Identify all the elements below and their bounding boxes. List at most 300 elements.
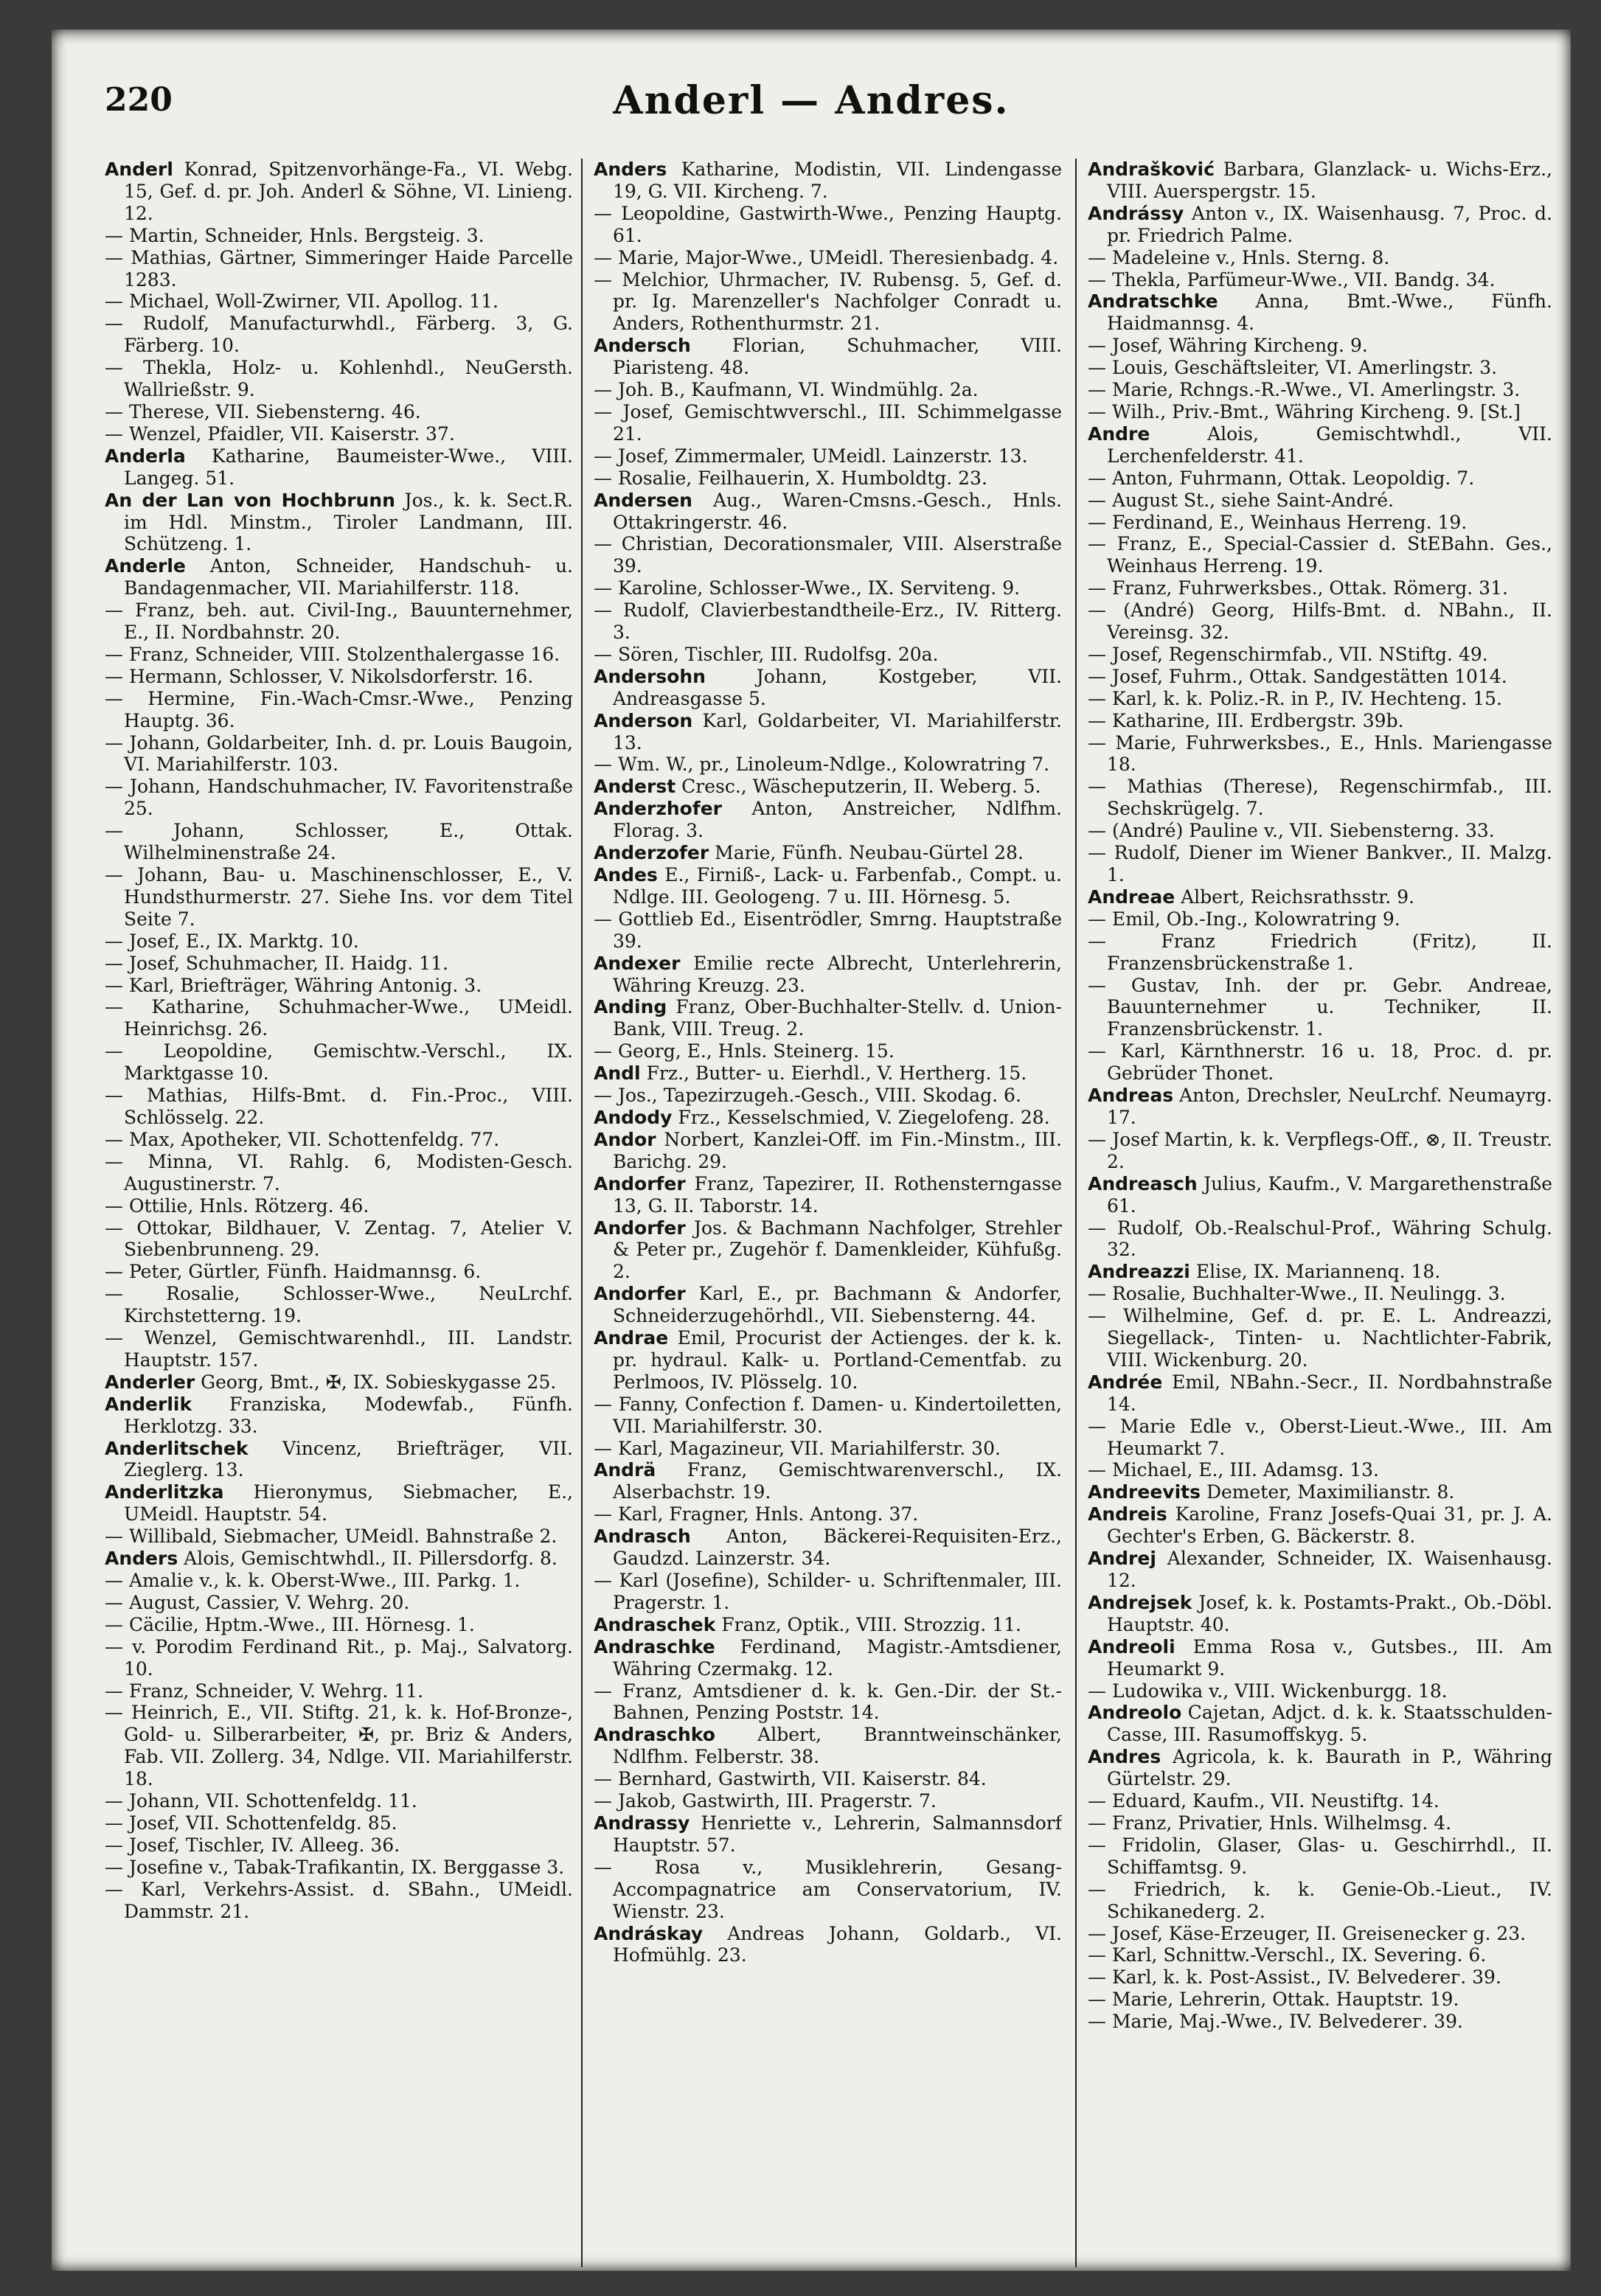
entry-text: — Joh. B., Kaufmann, VI. Windmühlg. 2a.	[594, 379, 979, 401]
directory-entry	[1088, 335, 1552, 357]
entry-text: Karl, Goldarbeiter, VI. Mariahilferstr. 13.	[613, 709, 1062, 754]
entry-text: — Karl, Kärnthnerstr. 16 u. 18, Proc. d. pr. Gebrüder Thonet.	[1088, 1040, 1552, 1085]
directory-entry	[594, 798, 1062, 842]
entry-text: — Rudolf, Ob.-Realschul-Prof., Währing Schulg. 32.	[1088, 1217, 1552, 1261]
directory-entry	[594, 1680, 1062, 1725]
directory-entry	[594, 1283, 1062, 1327]
entry-text: — Gustav, Inh. der pr. Gebr. Andreae, Bauunternehmer u. Techniker, II. Franzensbrückenstr. 1.	[1088, 974, 1552, 1040]
entry-text: — Wenzel, Pfaidler, VII. Kaiserstr. 37.	[105, 422, 455, 445]
entry-text: — August, Cassier, V. Wehrg. 20.	[105, 1591, 410, 1613]
directory-entry	[105, 1040, 573, 1085]
directory-entry	[105, 1570, 573, 1592]
directory-entry	[594, 1085, 1062, 1107]
entry-text: Emil, Procurist der Actienges. der k. k. pr. hydraul. Kalk- u. Portland-Cementfab. zu Perlmoos, IV. Plösselg. 10.	[613, 1327, 1062, 1393]
entry-text: Marie, Fünfh. Neubau-Gürtel 28.	[715, 842, 1024, 864]
entry-text: — Josef, Käse-Erzeuger, II. Greisenecker g. 23.	[1088, 1922, 1527, 1944]
directory-entry	[594, 908, 1062, 953]
page-number: 220	[105, 81, 173, 119]
entry-text: Julius, Kaufm., V. Margarethenstraße 61.	[1107, 1172, 1552, 1217]
entry-surname: Andrašković	[1088, 159, 1215, 180]
directory-entry	[105, 1151, 573, 1195]
directory-entry	[105, 1790, 573, 1812]
directory-entry	[1088, 1305, 1552, 1371]
directory-entry	[105, 864, 573, 930]
entry-text: Frz., Butter- u. Eierhdl., V. Hertherg. 15.	[646, 1062, 1027, 1085]
directory-entry	[105, 423, 573, 445]
entry-text: — Fridolin, Glaser, Glas- u. Geschirrhdl., II. Schiffamtsg. 9.	[1088, 1834, 1552, 1878]
directory-entry	[1088, 357, 1552, 379]
directory-entry	[1088, 1416, 1552, 1460]
entry-text: — Bernhard, Gastwirth, VII. Kaiserstr. 84.	[594, 1768, 987, 1790]
entry-surname: Andrej	[1088, 1548, 1156, 1570]
entry-text: — Ottokar, Bildhauer, V. Zentag. 7, Atelier V. Siebenbrunneng. 29.	[105, 1217, 573, 1261]
entry-surname: Andrée	[1088, 1371, 1163, 1393]
directory-entry	[1088, 467, 1552, 490]
entry-text: — v. Porodim Ferdinand Rit., p. Maj., Salvatorg. 10.	[105, 1635, 573, 1680]
directory-entry	[105, 1261, 573, 1283]
entry-text: — Mathias, Hilfs-Bmt. d. Fin.-Proc., VIII. Schlösselg. 22.	[105, 1085, 573, 1128]
directory-entry	[594, 1062, 1062, 1085]
directory-entry	[1088, 1702, 1552, 1746]
entry-text: — Josefine v., Tabak-Trafikantin, IX. Berggasse 3.	[105, 1856, 565, 1878]
directory-entry	[105, 1394, 573, 1438]
entry-text: Frz., Kesselschmied, V. Ziegelofeng. 28.	[678, 1106, 1050, 1128]
entry-surname: Anding	[594, 996, 667, 1018]
directory-entry	[1088, 710, 1552, 732]
directory-entry	[594, 1614, 1062, 1636]
directory-entry	[594, 1040, 1062, 1062]
directory-entry	[1088, 732, 1552, 776]
entry-text: Anton, Bäckerei-Requisiten-Erz., Gaudzd. Lainzerstr. 34.	[613, 1526, 1062, 1570]
directory-entry	[1088, 490, 1552, 512]
entry-text: — Rudolf, Diener im Wiener Bankver., II. Malzg. 1.	[1088, 842, 1552, 886]
directory-entry	[1088, 599, 1552, 644]
entry-surname: Anderzofer	[594, 842, 709, 864]
directory-entry	[1088, 1746, 1552, 1790]
directory-entry	[594, 467, 1062, 490]
directory-entry	[105, 1614, 573, 1636]
entry-text: — Mathias (Therese), Regenschirmfab., III. Sechskrügelg. 7.	[1088, 776, 1552, 820]
entry-text: — Anton, Fuhrmann, Ottak. Leopoldig. 7.	[1088, 467, 1475, 489]
entry-text: Cresc., Wäscheputzerin, II. Weberg. 5.	[681, 776, 1041, 798]
directory-entry	[594, 1790, 1062, 1812]
directory-entry	[594, 776, 1062, 798]
entry-text: Norbert, Kanzlei-Off. im Fin.-Minstm., III. Barichg. 29.	[613, 1128, 1062, 1172]
entry-surname: Andraschko	[594, 1724, 715, 1746]
directory-entry	[105, 313, 573, 357]
entry-surname: Andres	[1088, 1746, 1161, 1768]
directory-entry	[105, 445, 573, 490]
entry-text: — Emil, Ob.-Ing., Kolowratring 9.	[1088, 908, 1400, 930]
directory-entry	[1088, 1173, 1552, 1217]
directory-entry	[1088, 512, 1552, 534]
entry-text: — Josef, Währing Kircheng. 9.	[1088, 335, 1368, 357]
column-divider	[581, 159, 583, 2267]
entry-text: Henriette v., Lehrerin, Salmannsdorf Hauptstr. 57.	[613, 1812, 1062, 1856]
entry-text: — Christian, Decorationsmaler, VIII. Alserstraße 39.	[594, 533, 1062, 577]
entry-text: — Melchior, Uhrmacher, IV. Rubensg. 5, Gef. d. pr. Ig. Marenzeller's Nachfolger Conradt u. Anders, Rothenthurmstr. 21.	[594, 268, 1062, 335]
directory-entry	[594, 1526, 1062, 1570]
directory-entry	[594, 1923, 1062, 1967]
entry-text: — Josef Martin, k. k. Verpflegs-Off., ⊗, II. Treustr. 2.	[1088, 1128, 1552, 1172]
entry-text: — Willibald, Siebmacher, UMeidl. Bahnstraße 2.	[105, 1526, 558, 1548]
directory-entry	[594, 203, 1062, 247]
directory-entry	[1088, 1085, 1552, 1129]
directory-entry	[105, 291, 573, 313]
directory-entry	[594, 1173, 1062, 1217]
entry-text: — Josef, Regenschirmfab., VII. NStiftg. 49.	[1088, 643, 1488, 665]
entry-text: — Marie, Rchngs.-R.-Wwe., VI. Amerlingstr. 3.	[1088, 379, 1521, 401]
directory-entry	[105, 996, 573, 1040]
entry-text: Josef, k. k. Postamts-Prakt., Ob.-Döbl. Hauptstr. 40.	[1107, 1591, 1552, 1635]
directory-entry	[105, 1857, 573, 1879]
entry-text: — Rudolf, Clavierbestandtheile-Erz., IV. Ritterg. 3.	[594, 599, 1062, 644]
directory-entry	[1088, 1812, 1552, 1834]
entry-text: — Josef, E., IX. Marktg. 10.	[105, 930, 359, 952]
directory-entry	[594, 445, 1062, 467]
entry-text: — Karl, k. k. Post-Assist., IV. Belvederег. 39.	[1088, 1966, 1501, 1989]
directory-entry	[1088, 269, 1552, 291]
entry-text: — Franz, Amtsdiener d. k. k. Gen.-Dir. der St.-Bahnen, Penzing Poststr. 14.	[594, 1680, 1062, 1724]
entry-text: — Mathias, Gärtner, Simmeringer Haide Parcelle 1283.	[105, 246, 573, 291]
directory-entry	[105, 1129, 573, 1151]
directory-entry	[105, 776, 573, 820]
directory-entry	[1088, 1129, 1552, 1173]
entry-surname: Andraschke	[594, 1635, 715, 1657]
directory-entry	[1088, 1790, 1552, 1812]
entry-text: — August St., siehe Saint-André.	[1088, 489, 1394, 511]
directory-entry	[105, 1592, 573, 1614]
directory-entry	[594, 401, 1062, 445]
directory-entry	[105, 1636, 573, 1680]
entry-surname: Andreasch	[1088, 1172, 1198, 1194]
entry-text: — Michael, Woll-Zwirner, VII. Apollog. 11.	[105, 291, 499, 313]
directory-entry	[1088, 1459, 1552, 1481]
entry-text: Franziska, Modewfab., Fünfh. Herklotzg. 33.	[124, 1393, 573, 1437]
entry-text: — Thekla, Holz- u. Kohlenhdl., NeuGersth. Wallrießstr. 9.	[105, 357, 573, 401]
entry-text: Alois, Gemischtwhdl., VII. Lerchenfelderstr. 41.	[1107, 422, 1552, 467]
directory-entry	[1088, 203, 1552, 247]
entry-text: — Johann, Handschuhmacher, IV. Favoritenstraße 25.	[105, 776, 573, 820]
directory-entry	[1088, 908, 1552, 930]
directory-entry	[594, 666, 1062, 710]
directory-entry	[594, 1327, 1062, 1394]
directory-entry	[594, 379, 1062, 401]
entry-text: — Marie Edle v., Oberst-Lieut.-Wwe., III. Am Heumarkt 7.	[1088, 1415, 1552, 1459]
entry-surname: Andes	[594, 864, 658, 886]
entry-surname: Anderle	[105, 555, 186, 577]
directory-entry	[594, 247, 1062, 269]
entry-text: — Josef, Gemischtwverschl., III. Schimmelgasse 21.	[594, 400, 1062, 445]
directory-entry	[1088, 2011, 1552, 2033]
entry-surname: Anderla	[105, 445, 186, 467]
directory-entry	[1088, 820, 1552, 842]
directory-entry	[594, 1768, 1062, 1790]
entry-text: Anton, Schneider, Handschuh- u. Bandagenmacher, VII. Mariahilferstr. 118.	[124, 555, 573, 599]
entry-text: Hieronymus, Siebmacher, E., UMeidl. Hauptstr. 54.	[124, 1481, 573, 1526]
directory-entry	[1088, 159, 1552, 203]
directory-entry	[105, 666, 573, 688]
directory-entry	[594, 1857, 1062, 1923]
directory-entry	[105, 490, 573, 556]
entry-text: — Johann, Goldarbeiter, Inh. d. pr. Louis Baugoin, VI. Mariahilferstr. 103.	[105, 731, 573, 776]
directory-entry	[1088, 577, 1552, 599]
entry-text: — Georg, E., Hnls. Steinerg. 15.	[594, 1040, 895, 1062]
entry-text: — Josef, Schuhmacher, II. Haidg. 11.	[105, 952, 448, 974]
entry-text: — Hermine, Fin.-Wach-Cmsr.-Wwe., Penzing Hauptg. 36.	[105, 687, 573, 731]
entry-text: — Wilh., Priv.-Bmt., Währing Kircheng. 9. [St.]	[1088, 400, 1521, 422]
directory-entry	[1088, 644, 1552, 666]
entry-text: Jos., k. k. Sect.R. im Hdl. Minstm., Tiroler Landmann, III. Schützeng. 1.	[124, 489, 573, 555]
entry-text: — Rosalie, Schlosser-Wwe., NeuLrchf. Kirchstetterng. 19.	[105, 1283, 573, 1327]
entry-text: — Hermann, Schlosser, V. Nikolsdorferstr. 16.	[105, 665, 534, 687]
entry-surname: Andreae	[1088, 886, 1175, 908]
directory-entry	[105, 975, 573, 997]
directory-entry	[594, 1570, 1062, 1614]
directory-entry	[594, 710, 1062, 754]
entry-text: Jos. & Bachmann Nachfolger, Strehler & Peter pr., Zugehör f. Damenkleider, Kühfußg. 2.	[613, 1217, 1062, 1283]
directory-entry	[105, 247, 573, 291]
directory-entry	[594, 599, 1062, 644]
running-head: Anderl — Andres.	[613, 78, 1010, 123]
directory-entry	[105, 159, 573, 225]
entry-text: Franz, Ober-Buchhalter-Stellv. d. Union-Bank, VIII. Treug. 2.	[613, 996, 1062, 1040]
entry-text: — Katharine, III. Erdbergstr. 39b.	[1088, 709, 1404, 731]
entry-surname: Andratschke	[1088, 291, 1218, 313]
directory-entry	[594, 1724, 1062, 1768]
entry-text: — Karl, k. k. Poliz.-R. in P., IV. Hechteng. 15.	[1088, 687, 1502, 709]
directory-entry	[594, 1438, 1062, 1460]
entry-text: Albert, Reichsrathsstr. 9.	[1181, 886, 1415, 908]
directory-entry	[1088, 666, 1552, 688]
entry-text: — Louis, Geschäftsleiter, VI. Amerlingstr. 3.	[1088, 357, 1498, 379]
column-divider	[1075, 159, 1077, 2267]
directory-entry	[105, 1283, 573, 1327]
entry-surname: Andreoli	[1088, 1635, 1175, 1657]
entry-surname: Andraschek	[594, 1613, 716, 1635]
entry-surname: Andreazzi	[1088, 1261, 1190, 1283]
directory-entry	[1088, 1592, 1552, 1636]
directory-entry	[105, 401, 573, 423]
directory-entry	[1088, 423, 1552, 467]
entry-surname: An der Lan von Hochbrunn	[105, 489, 395, 511]
entry-text: — Karl, Magazineur, VII. Mariahilferstr. 30.	[594, 1437, 1001, 1459]
directory-entry	[1088, 1923, 1552, 1945]
directory-entry	[1088, 247, 1552, 269]
entry-text: — Karl, Briefträger, Währing Antonig. 3.	[105, 974, 482, 996]
directory-entry	[105, 1526, 573, 1548]
directory-entry	[594, 1129, 1062, 1173]
entry-text: — Leopoldine, Gemischtw.-Verschl., IX. Marktgasse 10.	[105, 1040, 573, 1085]
entry-text: — Marie, Maj.-Wwe., IV. Belvederег. 39.	[1088, 2011, 1463, 2033]
directory-page	[52, 29, 1571, 2271]
directory-entry	[105, 732, 573, 776]
directory-entry	[594, 1812, 1062, 1857]
entry-surname: Anderson	[594, 709, 693, 731]
entry-text: Anton, Anstreicher, Ndlfhm. Florag. 3.	[613, 798, 1062, 842]
directory-entry	[594, 842, 1062, 864]
directory-entry	[1088, 1989, 1552, 2011]
directory-entry	[1088, 1283, 1552, 1305]
entry-text: — Franz, Schneider, VIII. Stolzenthalergasse 16.	[105, 643, 560, 665]
directory-entry	[594, 1107, 1062, 1129]
entry-surname: Andrássy	[1088, 202, 1184, 224]
entry-surname: Anderlik	[105, 1393, 192, 1415]
directory-entry	[1088, 975, 1552, 1041]
entry-text: — Michael, E., III. Adamsg. 13.	[1088, 1459, 1379, 1481]
column-2	[594, 159, 1062, 2267]
entry-text: Agricola, k. k. Baurath in P., Währing Gürtelstr. 29.	[1107, 1746, 1552, 1790]
directory-entry	[1088, 1040, 1552, 1085]
directory-entry	[1088, 1503, 1552, 1548]
entry-text: — Franz, Privatier, Hnls. Wilhelmsg. 4.	[1088, 1812, 1452, 1834]
directory-entry	[594, 996, 1062, 1040]
column-3	[1088, 159, 1552, 2267]
entry-text: Karoline, Franz Josefs-Quai 31, pr. J. A. Gechter's Erben, G. Bäckerstr. 8.	[1107, 1503, 1552, 1548]
entry-text: Katharine, Baumeister-Wwe., VIII. Langeg. 51.	[124, 445, 573, 489]
entry-text: — Jakob, Gastwirth, III. Pragerstr. 7.	[594, 1790, 937, 1812]
entry-text: — Martin, Schneider, Hnls. Bergsteig. 3.	[105, 224, 485, 246]
entry-text: — Franz, Fuhrwerksbes., Ottak. Römerg. 31.	[1088, 577, 1508, 599]
entry-text: — Karl, Fragner, Hnls. Antong. 37.	[594, 1503, 919, 1526]
entry-surname: Andreevits	[1088, 1481, 1201, 1503]
entry-text: — Madeleine v., Hnls. Sterng. 8.	[1088, 246, 1390, 268]
directory-entry	[594, 953, 1062, 997]
directory-entry	[105, 1327, 573, 1371]
entry-text: Anton v., IX. Waisenhausg. 7, Proc. d. pr. Friedrich Palme.	[1107, 202, 1552, 246]
directory-entry	[105, 1085, 573, 1129]
directory-entry	[594, 754, 1062, 776]
entry-text: — Karl, Schnittw.-Verschl., IX. Severing. 6.	[1088, 1944, 1487, 1966]
entry-text: — Rosalie, Feilhauerin, X. Humboldtg. 23.	[594, 467, 987, 489]
entry-text: Johann, Kostgeber, VII. Andreasgasse 5.	[613, 665, 1062, 709]
entry-text: — Karl, Verkehrs-Assist. d. SBahn., UMeidl. Dammstr. 21.	[105, 1878, 573, 1922]
directory-entry	[594, 1636, 1062, 1680]
entry-text: — Franz, E., Special-Cassier d. StEBahn. Ges., Weinhaus Herreng. 19.	[1088, 533, 1552, 577]
entry-text: Albert, Branntweinschänker, Ndlfhm. Felberstr. 38.	[613, 1724, 1062, 1768]
directory-entry	[594, 864, 1062, 908]
entry-surname: Anders	[594, 159, 667, 180]
entry-text: Emil, NBahn.-Secr., II. Nordbahnstraße 14.	[1107, 1371, 1552, 1415]
entry-surname: Anderlitzka	[105, 1481, 224, 1503]
directory-entry	[105, 1879, 573, 1923]
directory-entry	[105, 1548, 573, 1570]
directory-entry	[594, 1503, 1062, 1526]
directory-entry	[1088, 533, 1552, 577]
entry-text: — Johann, VII. Schottenfeldg. 11.	[105, 1790, 417, 1812]
entry-text: — Ottilie, Hnls. Rötzerg. 46.	[105, 1194, 369, 1217]
entry-text: — Karl (Josefine), Schilder- u. Schriftenmaler, III. Pragerstr. 1.	[594, 1570, 1062, 1613]
directory-entry	[594, 159, 1062, 203]
directory-entry	[1088, 688, 1552, 710]
entry-text: Alois, Gemischtwhdl., II. Pillersdorfg. 8.	[184, 1548, 558, 1570]
directory-entry	[105, 820, 573, 864]
entry-text: Franz, Optik., VIII. Strozzig. 11.	[721, 1613, 1021, 1635]
entry-text: Franz, Gemischtwarenverschl., IX. Alserbachstr. 19.	[613, 1459, 1062, 1503]
entry-text: — Wenzel, Gemischtwarenhdl., III. Landstr. Hauptstr. 157.	[105, 1327, 573, 1371]
directory-entry	[1088, 1680, 1552, 1702]
entry-text: — Sören, Tischler, III. Rudolfsg. 20a.	[594, 643, 939, 665]
entry-text: Ferdinand, Magistr.-Amtsdiener, Währing Czermakg. 12.	[613, 1635, 1062, 1680]
entry-surname: Andrassy	[594, 1812, 690, 1834]
entry-text: — Rosalie, Buchhalter-Wwe., II. Neulingg. 3.	[1088, 1283, 1506, 1305]
directory-entry	[594, 644, 1062, 666]
entry-text: — Leopoldine, Gastwirth-Wwe., Penzing Hauptg. 61.	[594, 202, 1062, 246]
directory-entry	[105, 1371, 573, 1394]
directory-entry	[594, 1394, 1062, 1438]
entry-text: E., Firniß-, Lack- u. Farbenfab., Compt. u. Ndlge. III. Geologeng. 7 u. III. Hörnesg. 5.	[613, 864, 1062, 908]
directory-entry	[1088, 1548, 1552, 1592]
entry-text: — Karoline, Schlosser-Wwe., IX. Serviteng. 9.	[594, 577, 1021, 599]
entry-surname: Anderler	[105, 1371, 195, 1393]
entry-text: — Therese, VII. Siebensterng. 46.	[105, 400, 421, 422]
entry-text: — Peter, Gürtler, Fünfh. Haidmannsg. 6.	[105, 1261, 482, 1283]
entry-text: Emma Rosa v., Gutsbes., III. Am Heumarkt 9.	[1107, 1635, 1552, 1680]
directory-entry	[105, 953, 573, 975]
entry-text: Elise, IX. Mariannenq. 18.	[1195, 1261, 1441, 1283]
directory-entry	[105, 357, 573, 401]
directory-entry	[105, 1680, 573, 1702]
entry-text: Emilie recte Albrecht, Unterlehrerin, Währing Kreuzg. 23.	[613, 952, 1062, 996]
entry-text: — Katharine, Schuhmacher-Wwe., UMeidl. Heinrichsg. 26.	[105, 996, 573, 1040]
directory-entry	[105, 1702, 573, 1790]
directory-entry	[105, 599, 573, 644]
directory-entry	[1088, 1371, 1552, 1416]
directory-entry	[1088, 1217, 1552, 1262]
entry-text: Anna, Bmt.-Wwe., Fünfh. Haidmannsg. 4.	[1107, 291, 1552, 335]
entry-surname: Andrejsek	[1088, 1591, 1192, 1613]
column-1	[105, 159, 573, 2267]
directory-entry	[1088, 1944, 1552, 1966]
entry-text: — Friedrich, k. k. Genie-Ob.-Lieut., IV. Schikanederg. 2.	[1088, 1878, 1552, 1922]
entry-text: Anton, Drechsler, NeuLrchf. Neumayrg. 17.	[1107, 1085, 1552, 1128]
entry-text: Georg, Bmt., ✠, IX. Sobieskygasse 25.	[201, 1371, 557, 1393]
directory-entry	[594, 1217, 1062, 1284]
entry-text: — Max, Apotheker, VII. Schottenfeldg. 77.	[105, 1128, 500, 1150]
entry-text: Franz, Tapezirer, II. Rothensterngasse 13, G. II. Taborstr. 14.	[613, 1172, 1062, 1217]
entry-text: — Thekla, Parfümeur-Wwe., VII. Bandg. 34.	[1088, 268, 1496, 291]
entry-text: Konrad, Spitzenvorhänge-Fa., VI. Webg. 15, Gef. d. pr. Joh. Anderl & Söhne, VI. Linieng. 12.	[124, 159, 573, 224]
entry-text: — Johann, Schlosser, E., Ottak. Wilhelminenstraße 24.	[105, 820, 573, 864]
entry-text: — Josef, VII. Schottenfeldg. 85.	[105, 1812, 397, 1834]
directory-entry	[1088, 776, 1552, 820]
entry-surname: Anderst	[594, 776, 676, 798]
entry-text: Katharine, Modistin, VII. Lindengasse 19, G. VII. Kircheng. 7.	[613, 159, 1062, 202]
directory-entry	[105, 1195, 573, 1217]
entry-text: — (André) Georg, Hilfs-Bmt. d. NBahn., II. Vereinsg. 32.	[1088, 599, 1552, 644]
entry-text: — Josef, Tischler, IV. Alleeg. 36.	[105, 1834, 400, 1856]
entry-text: — Franz, Schneider, V. Wehrg. 11.	[105, 1680, 424, 1702]
entry-surname: Andorfer	[594, 1172, 686, 1194]
directory-entry	[594, 335, 1062, 379]
entry-text: — Franz, beh. aut. Civil-Ing., Bauunternehmer, E., II. Nordbahnstr. 20.	[105, 599, 573, 644]
entry-surname: Andreas	[1088, 1085, 1174, 1107]
directory-entry	[1088, 291, 1552, 335]
directory-entry	[105, 1834, 573, 1857]
directory-entry	[105, 930, 573, 953]
entry-text: — (André) Pauline v., VII. Siebensterng. 33.	[1088, 820, 1495, 842]
entry-text: — Rosa v., Musiklehrerin, Gesang-Accompagnatrice am Conservatorium, IV. Wienstr. 23.	[594, 1856, 1062, 1922]
directory-entry	[105, 555, 573, 599]
entry-text: — Wilhelmine, Gef. d. pr. E. L. Andreazzi, Siegellack-, Tinten- u. Nachtlichter-Fabrik, VIII. Wickenburg. 20.	[1088, 1305, 1552, 1371]
entry-text: Cajetan, Adjct. d. k. k. Staatsschulden-Casse, III. Rasumoffskyg. 5.	[1107, 1702, 1552, 1746]
directory-entry	[105, 644, 573, 666]
directory-entry	[594, 1459, 1062, 1503]
entry-surname: Anderlitschek	[105, 1437, 249, 1459]
directory-entry	[1088, 930, 1552, 975]
entry-surname: Andorfer	[594, 1217, 686, 1239]
directory-entry	[1088, 1966, 1552, 1989]
